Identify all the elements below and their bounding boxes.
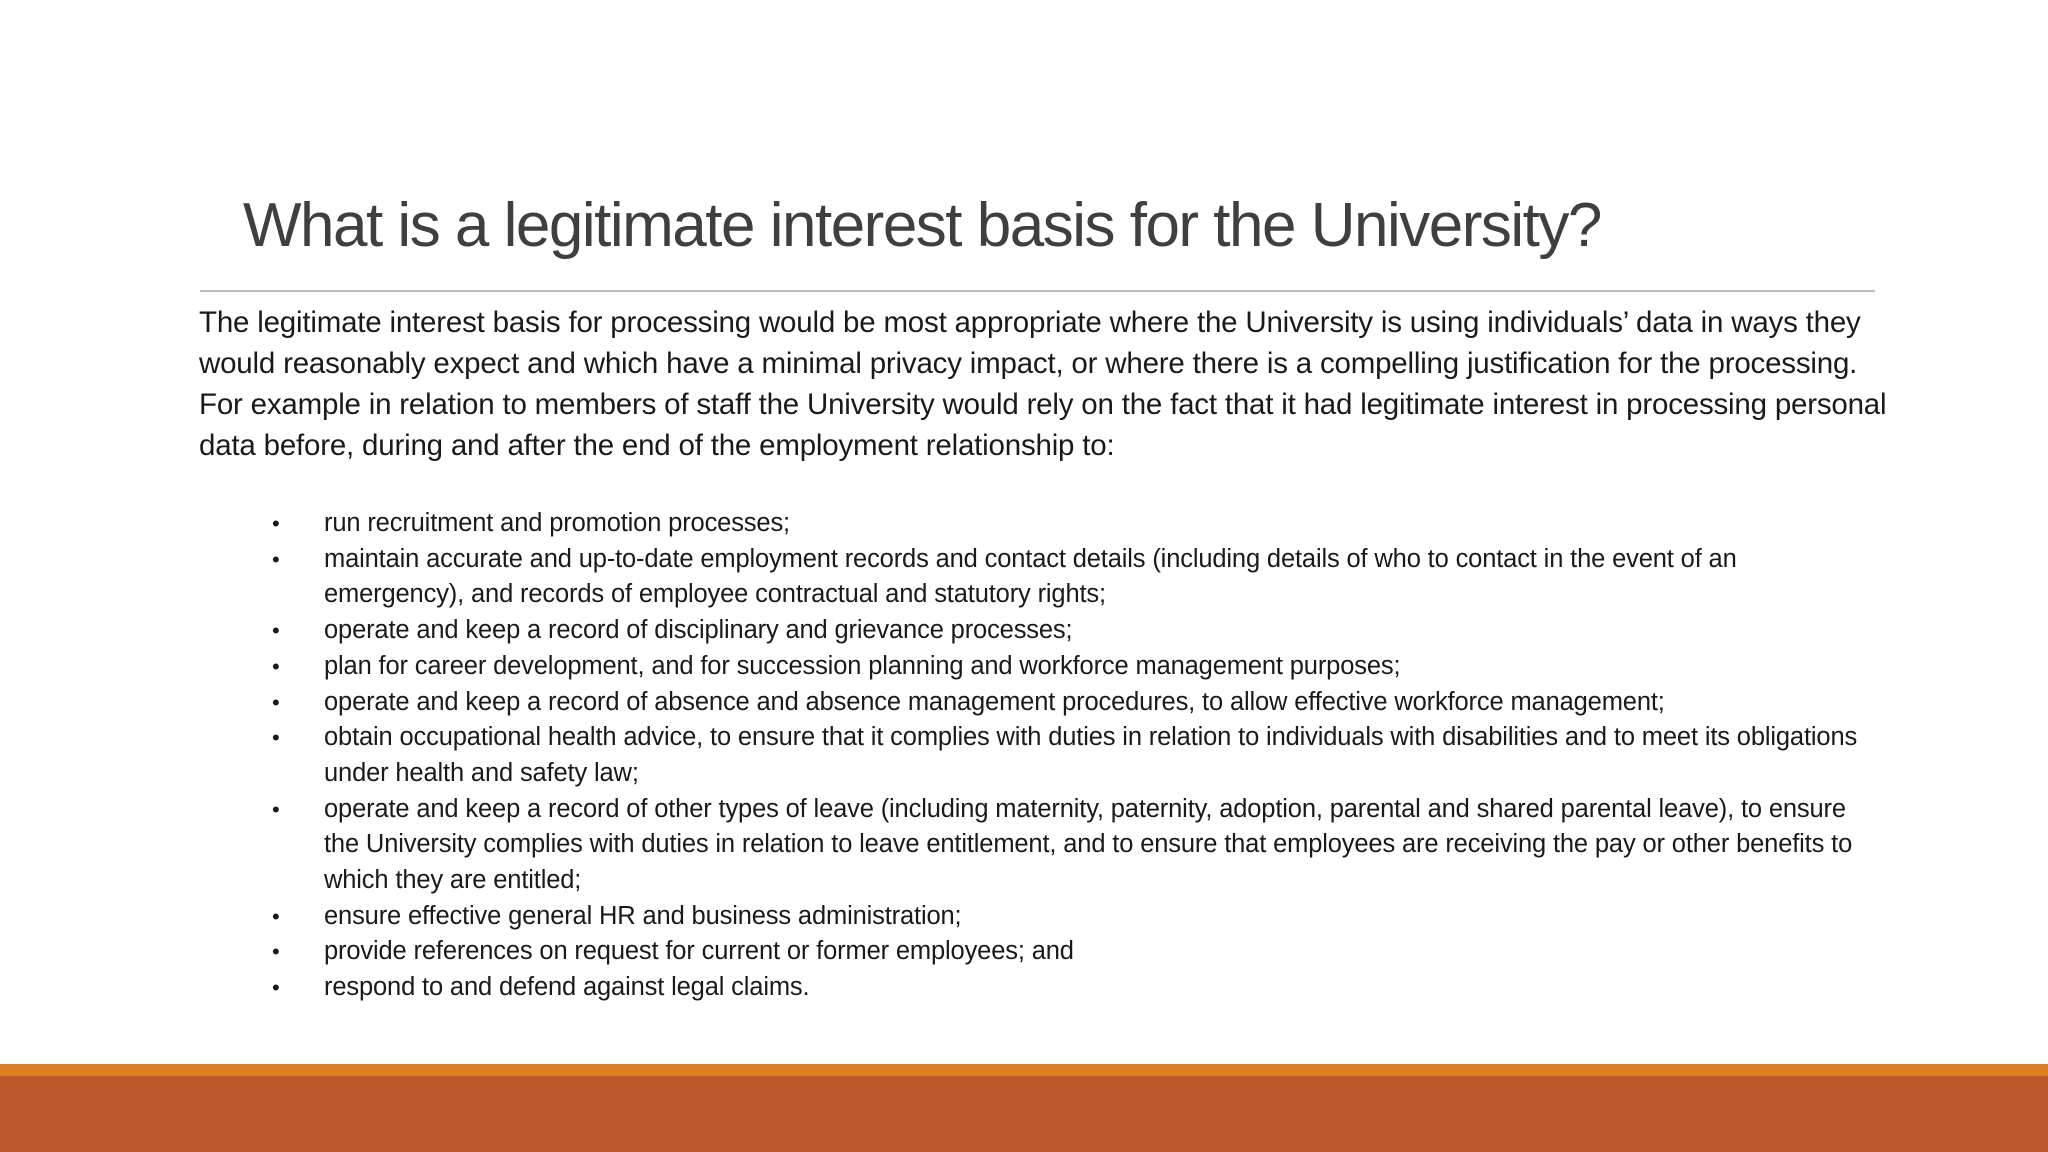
list-item [272,720,1882,791]
bullet-icon: • [272,939,280,965]
list-item-text: maintain accurate and up-to-date employment records and contact details (including details of who to contact in the event of an emergency), and records of employee contractual and statutory rights; [324,544,1737,609]
bullet-list [272,506,1882,1006]
bullet-icon: • [272,796,280,822]
list-item [272,970,1882,1006]
list-item [272,899,1882,935]
list-item-text: respond to and defend against legal claims. [324,973,810,1002]
bullet-icon: • [272,725,280,751]
bullet-icon: • [272,546,280,572]
bullet-icon: • [272,689,280,715]
list-item-text: operate and keep a record of other types of leave (including maternity, paternity, adoption, parental and shared parental leave), to ensure the University complies with duties in relation to leave entitlement, and to ensure that employees are receiving the pay or other benefits to which they are entitled; [324,794,1853,895]
bullet-icon: • [272,511,280,536]
list-item [272,649,1882,685]
title-divider [200,290,1875,292]
list-item-text: ensure effective general HR and business administration; [324,901,962,930]
slide-title: What is a legitimate interest basis for the University? [243,191,1601,260]
list-item [272,685,1882,721]
bullet-icon: • [272,653,280,679]
list-item-text: plan for career development, and for succession planning and workforce management purposes; [324,651,1401,680]
list-item [272,542,1882,613]
bullet-icon: • [272,975,280,1001]
intro-paragraph: The legitimate interest basis for processing would be most appropriate where the University is using individuals’ data in ways they would reasonably expect and which have a minimal privacy impact, or where there is a compelling justification for the processing. For example in relation to members of staff the University would rely on the fact that it had legitimate interest in processing personal data before, during and after the end of the employment relationship to: [199,306,1887,462]
footer-bar [0,1076,2048,1152]
list-item [272,613,1882,649]
list-item [272,792,1882,899]
footer-accent-stripe [0,1064,2048,1076]
list-item [272,934,1882,970]
list-item [272,506,1882,542]
list-item-text: operate and keep a record of disciplinary and grievance processes; [324,616,1073,645]
list-item-text: provide references on request for current or former employees; and [324,937,1074,966]
bullet-icon: • [272,618,280,644]
bullet-icon: • [272,903,280,929]
list-item-text: obtain occupational health advice, to ensure that it complies with duties in relation to individuals with disabilities and to meet its obligations under health and safety law; [324,723,1858,787]
list-item-text: operate and keep a record of absence and absence management procedures, to allow effective workforce management; [324,687,1665,716]
list-item-text: run recruitment and promotion processes; [324,509,790,537]
